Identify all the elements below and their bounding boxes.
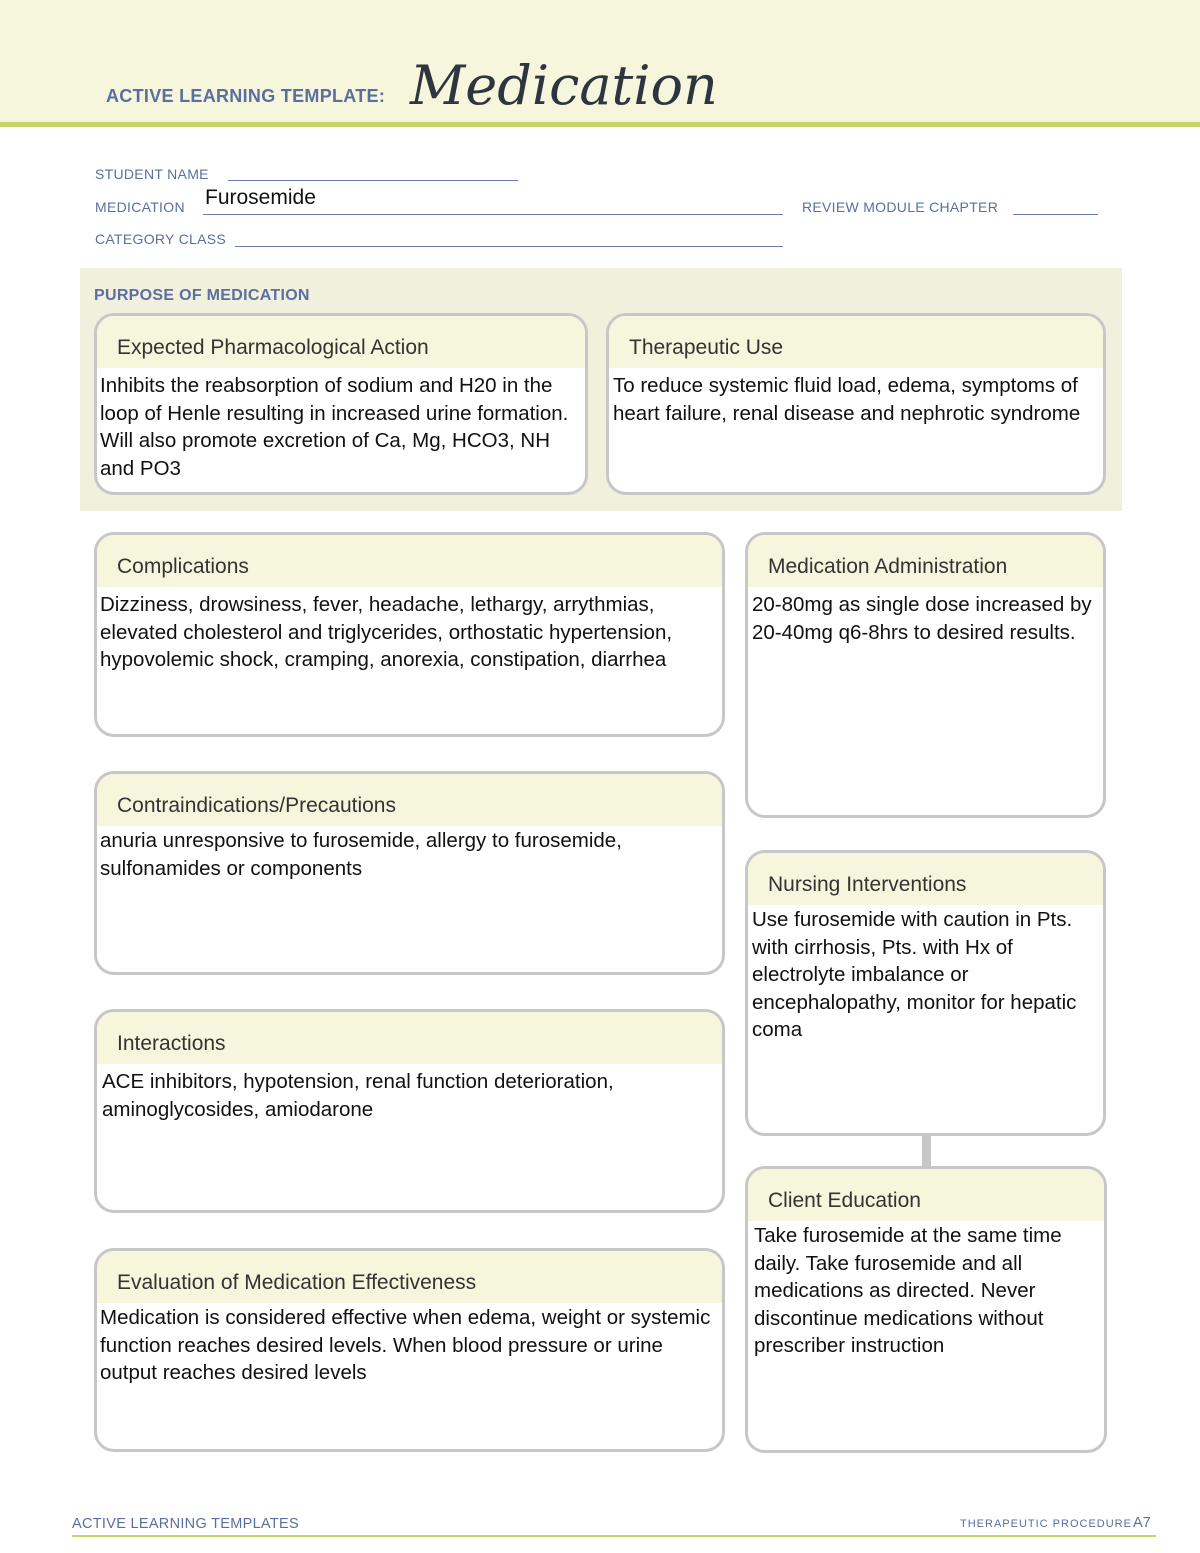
header-rule [0, 122, 1200, 127]
purpose-title: PURPOSE OF MEDICATION [94, 287, 310, 304]
connector-bar [922, 1134, 931, 1167]
education-text: Take furosemide at the same time daily. Take furosemide and all medications as directed. Never discontinue medications without prescriber instruction [754, 1224, 1062, 1357]
category-class-label: CATEGORY CLASS [95, 231, 227, 247]
complications-text: Dizziness, drowsiness, fever, headache, lethargy, arrythmias, elevated cholesterol and triglycerides, orthostatic hypertension, hypovolemic shock, cramping, anorexia, constipation, diarrhea [100, 593, 673, 671]
therapeutic-use-text: To reduce systemic fluid load, edema, symptoms of heart failure, renal disease and nephrotic syndrome [613, 374, 1081, 425]
administration-text: 20-80mg as single dose increased by 20-40mg q6-8hrs to desired results. [752, 593, 1092, 644]
therapeutic-use-box [606, 313, 1106, 495]
complications-box [94, 532, 725, 737]
nursing-box [745, 850, 1106, 1136]
category-class-field[interactable] [235, 246, 783, 247]
expected-action-box [94, 313, 588, 495]
expected-action-text: Inhibits the reabsorption of sodium and H20 in the loop of Henle resulting in increased urine formation. Will also promote excretion of Ca, Mg, HCO3, NH and PO3 [100, 374, 569, 480]
template-label: ACTIVE LEARNING TEMPLATE: [106, 86, 386, 106]
interactions-box [94, 1009, 725, 1213]
administration-box [745, 532, 1106, 818]
nursing-text: Use furosemide with caution in Pts. with cirrhosis, Pts. with Hx of electrolyte imbalance or encephalopathy, monitor for hepatic coma [752, 908, 1077, 1041]
footer-right: THERAPEUTIC PROCEDURE [960, 1518, 1132, 1530]
nursing-heading: Nursing Interventions [748, 853, 1103, 905]
evaluation-box [94, 1248, 725, 1452]
medication-field[interactable] [203, 214, 783, 215]
contraindications-box [94, 771, 725, 975]
medication-value: Furosemide [205, 186, 316, 209]
evaluation-heading: Evaluation of Medication Effectiveness [97, 1251, 722, 1303]
page-number: A7 [1133, 1515, 1151, 1531]
footer-rule [72, 1535, 1156, 1537]
student-name-label: STUDENT NAME [95, 166, 209, 182]
therapeutic-use-heading: Therapeutic Use [609, 316, 1103, 368]
administration-heading: Medication Administration [748, 535, 1103, 587]
review-module-field[interactable] [1013, 214, 1098, 215]
review-module-label: REVIEW MODULE CHAPTER [802, 199, 999, 215]
expected-action-heading: Expected Pharmacological Action [97, 316, 585, 368]
contraindications-text: anuria unresponsive to furosemide, allergy to furosemide, sulfonamides or components [100, 829, 622, 880]
student-name-field[interactable] [228, 180, 518, 181]
footer-left: ACTIVE LEARNING TEMPLATES [72, 1516, 299, 1532]
education-heading: Client Education [748, 1169, 1104, 1221]
interactions-heading: Interactions [97, 1012, 722, 1064]
medication-label: MEDICATION [95, 199, 185, 215]
complications-heading: Complications [97, 535, 722, 587]
evaluation-text: Medication is considered effective when edema, weight or systemic function reaches desired levels. When blood pressure or urine output reaches desired levels [100, 1306, 711, 1384]
education-box [745, 1166, 1107, 1453]
interactions-text: ACE inhibitors, hypotension, renal function deterioration, aminoglycosides, amiodarone [102, 1070, 614, 1121]
contraindications-heading: Contraindications/Precautions [97, 774, 722, 826]
page-title: Medication [410, 54, 718, 117]
